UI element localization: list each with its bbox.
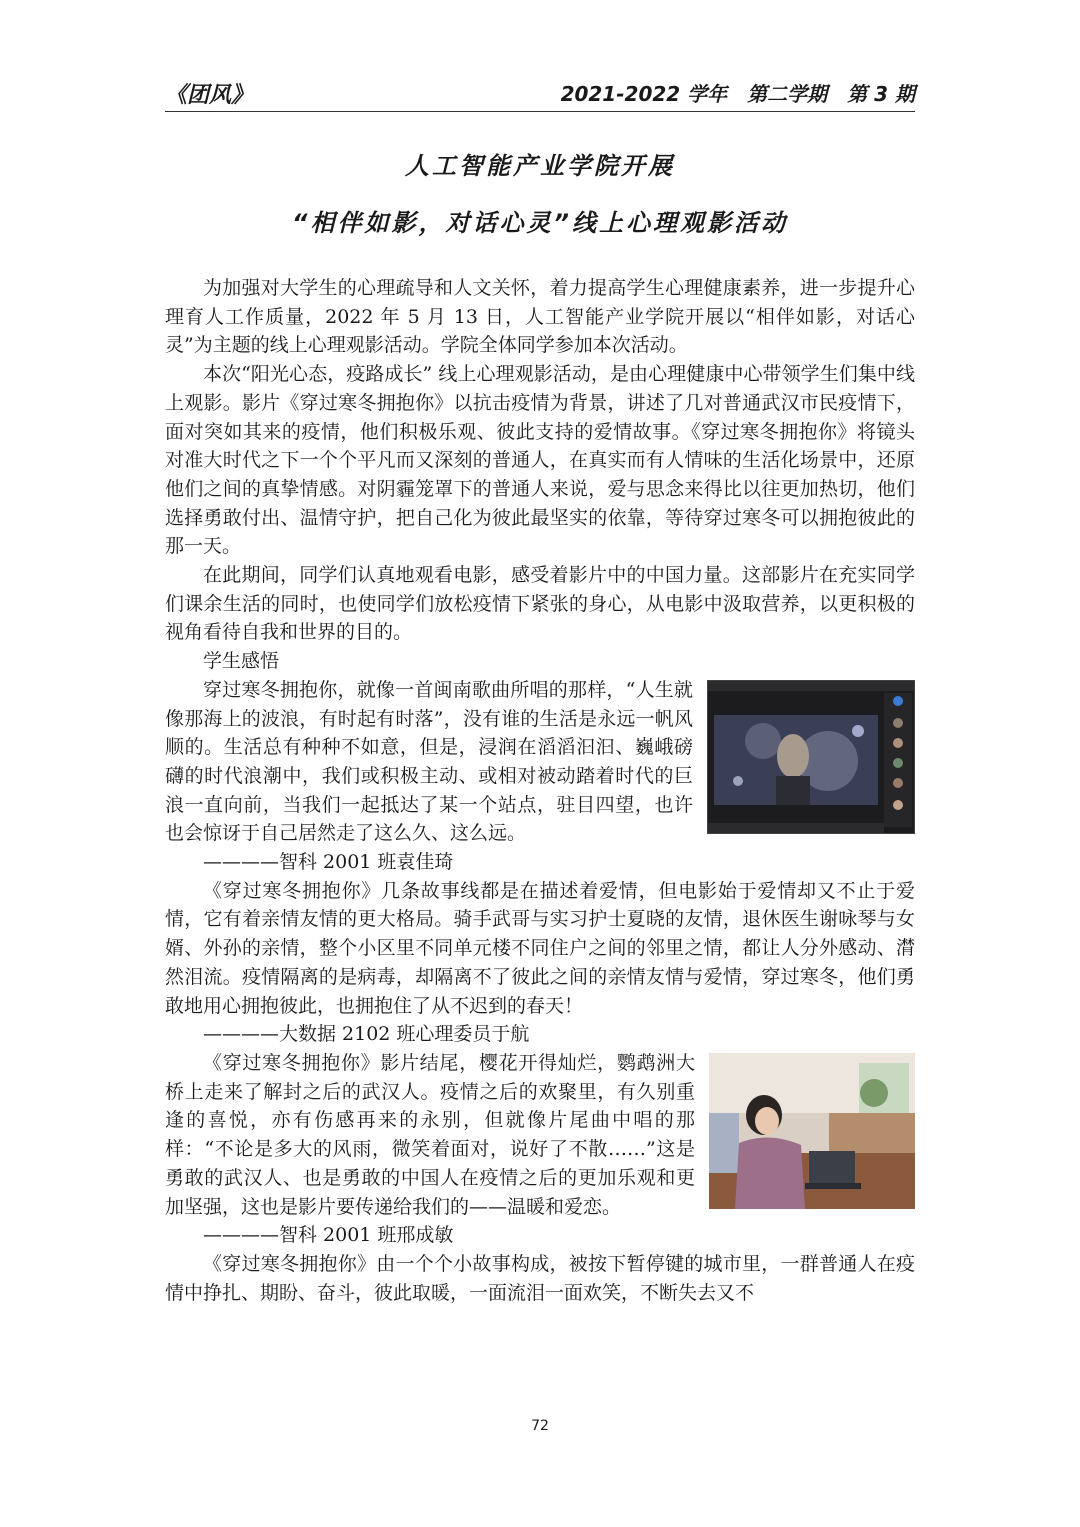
header-divider <box>165 111 915 112</box>
article-title-line1: 人工智能产业学院开展 <box>405 152 675 180</box>
article-title-line2: “相伴如影，对话心灵”线上心理观影活动 <box>292 209 788 237</box>
page-number: 72 <box>531 1418 549 1434</box>
paragraph-viewing: 在此期间，同学们认真地观看电影，感受着影片中的中国力量。这部影片在充实同学们课余生活的同时，也使同学们放松疫情下紧张的身心，从电影中汲取营养，以更积极的视角看待自我和世界的目的。 <box>165 564 915 644</box>
author-2: ————大数据 2102 班心理委员于航 <box>203 1023 530 1046</box>
reflection-2: 《穿过寒冬拥抱你》几条故事线都是在描述着爱情，但电影始于爱情却又不止于爱情，它有着亲情友情的更大格局。骑手武哥与实习护士夏晓的友情，退休医生谢咏琴与女婿、外孙的亲情，整个小区里不同单元楼不同住户之间的邻里之情，都让人分外感动、潸然泪流。疫情隔离的是病毒，却隔离不了彼此之间的亲情友情与爱情，穿过寒冬，他们勇敢地用心拥抱彼此，也拥抱住了从不迟到的春天！ <box>165 879 915 1017</box>
paragraph-intro: 为加强对大学生的心理疏导和人文关怀，着力提高学生心理健康素养，进一步提升心理育人工作质量，2022 年 5 月 13 日，人工智能产业学院开展以“相伴如影，对话心灵”为主题的线上心理观影活动。学院全体同学参加本次活动。 <box>165 277 915 357</box>
author-3: ————智科 2001 班邢成敏 <box>203 1224 454 1247</box>
reflection-4: 《穿过寒冬拥抱你》由一个个小故事构成，被按下暂停键的城市里，一群普通人在疫情中挣扎、期盼、奋斗，彼此取暖，一面流泪一面欢笑，不断失去又不 <box>165 1252 915 1304</box>
author-1: ————智科 2001 班袁佳琦 <box>203 851 454 874</box>
video-call-illustration <box>708 681 914 833</box>
student-watching-photo <box>709 1053 915 1209</box>
section-label: 学生感悟 <box>203 650 280 673</box>
article-body <box>165 274 915 1307</box>
reflection-3: 《穿过寒冬拥抱你》影片结尾，樱花开得灿烂，鹦鹉洲大桥上走来了解封之后的武汉人。疫情之后的欢聚里，有久别重逢的喜悦，亦有伤感再来的永别，但就像片尾曲中唱的那样：“不论是多大的风雨，微笑着面对，说好了不散……”这是勇敢的武汉人、也是勇敢的中国人在疫情之后的更加乐观和更加坚强，这也是影片要传递给我们的——温暖和爱恋。 <box>165 1051 695 1218</box>
reflection-1: 穿过寒冬拥抱你，就像一首闽南歌曲所唱的那样，“人生就像那海上的波浪，有时起有时落”，没有谁的生活是永远一帆风顺的。生活总有种种不如意，但是，浸润在滔滔汩汩、巍峨磅礴的时代浪潮中，我们或积极主动、或相对被动踏着时代的巨浪一直向前，当我们一起抵达了某一个站点，驻目四望，也许也会惊讶于自己居然走了这么久、这么远。 <box>165 678 693 845</box>
paragraph-activity: 本次“阳光心态，疫路成长” 线上心理观影活动，是由心理健康中心带领学生们集中线上观影。影片《穿过寒冬拥抱你》以抗击疫情为背景，讲述了几对普通武汉市民疫情下，面对突如其来的疫情，他们积极乐观、彼此支持的爱情故事。《穿过寒冬拥抱你》将镜头对准大时代之下一个个平凡而又深刻的普通人，在真实而有人情味的生活化场景中，还原他们之间的真挚情感。对阴霾笼罩下的普通人来说，爱与思念来得比以往更加热切，他们选择勇敢付出、温情守护，把自己化为彼此最坚实的依靠，等待穿过寒冬可以拥抱彼此的那一天。 <box>165 363 915 558</box>
journal-name: 《团风》 <box>165 83 254 108</box>
online-meeting-screenshot <box>707 680 915 834</box>
student-at-laptop-illustration <box>709 1053 915 1209</box>
issue-info: 2021-2022 学年 第二学期 第 3 期 <box>560 82 915 106</box>
